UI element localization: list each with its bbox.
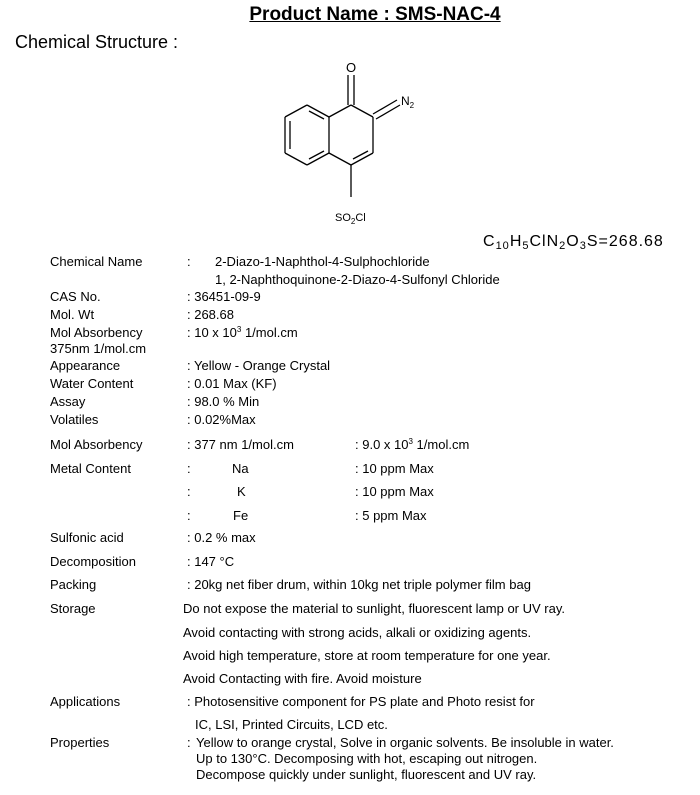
packing-label: Packing (50, 577, 97, 592)
cas-value: : 36451-09-9 (187, 289, 261, 304)
volatiles-value: : 0.02%Max (187, 412, 256, 427)
water-content-label: Water Content (50, 376, 134, 391)
packing-value: : 20kg net fiber drum, within 10kg net triple polymer film bag (187, 577, 531, 592)
chemical-structure-label: Chemical Structure : (15, 32, 179, 52)
bond (309, 111, 324, 119)
storage-line: Do not expose the material to sunlight, fluorescent lamp or UV ray. (183, 601, 566, 616)
chemical-name-value-1: 2-Diazo-1-Naphthol-4-Sulphochloride (215, 254, 430, 269)
storage-line: Avoid Contacting with fire. Avoid moisture (183, 671, 422, 686)
sulfonic-acid-label: Sulfonic acid (50, 530, 124, 545)
sulfonyl-chloride-label: $SO_2Cl$ (335, 212, 366, 226)
volatiles-label: Volatiles (50, 412, 99, 427)
metal-element-k: K (237, 484, 246, 499)
assay-label: Assay (50, 394, 86, 409)
applications-value-1: : Photosensitive component for PS plate and Photo resist for (187, 694, 535, 709)
page-title: Product Name : SMS-NAC-4 (249, 4, 501, 25)
metal-content-label: Metal Content (50, 461, 131, 476)
storage-line: Avoid high temperature, store at room temperature for one year. (183, 648, 551, 663)
storage-label: Storage (50, 601, 96, 616)
bond (285, 105, 307, 117)
chemical-name-label: Chemical Name (50, 254, 143, 269)
diazo-group-label: $N_2$ (401, 94, 415, 110)
properties-colon: : (187, 735, 191, 750)
molecular-formula: $C_{10}H_5ClN_2O_3S=268.68$ (483, 233, 664, 252)
metal-element-fe: Fe (233, 508, 249, 523)
water-content-value: : 0.01 Max (KF) (187, 376, 277, 391)
bond (285, 153, 307, 165)
decomposition-value: : 147 °C (187, 554, 235, 569)
mol-wt-value: : 268.68 (187, 307, 234, 322)
oxygen-atom-label: O (345, 60, 357, 75)
metal-value-na: : 10 ppm Max (355, 461, 434, 476)
properties-line: Yellow to orange crystal, Solve in organic solvents. Be insoluble in water. (196, 735, 614, 750)
metal-row-colon: : (187, 508, 191, 523)
metal-value-k: : 10 ppm Max (355, 484, 434, 499)
appearance-value: : Yellow - Orange Crystal (187, 358, 331, 373)
chemical-name-value-2: 1, 2-Naphthoquinone-2-Diazo-4-Sulfonyl Chloride (215, 272, 500, 287)
mol-absorbency-377-wavelength: : 377 nm 1/mol.cm (187, 437, 294, 452)
properties-line: Decompose quickly under sunlight, fluorescent and UV ray. (196, 767, 537, 782)
chemical-name-colon: : (187, 254, 191, 269)
bond (329, 105, 351, 117)
bond (373, 100, 397, 114)
decomposition-label: Decomposition (50, 554, 136, 569)
sulfonic-acid-value: : 0.2 % max (187, 530, 256, 545)
mol-absorbency-377-value: : 9.0 x $10^3$ 1/mol.cm (355, 437, 470, 452)
bond (376, 105, 400, 119)
applications-label: Applications (50, 694, 121, 709)
assay-value: : 98.0 % Min (187, 394, 260, 409)
bond (309, 151, 324, 159)
metal-value-fe: : 5 ppm Max (355, 508, 427, 523)
mol-wt-label: Mol. Wt (50, 307, 95, 322)
cas-label: CAS No. (50, 289, 101, 304)
metal-row-colon: : (187, 484, 191, 499)
bond (353, 151, 368, 159)
properties-label: Properties (50, 735, 110, 750)
bond (329, 153, 351, 165)
appearance-label: Appearance (50, 358, 121, 373)
properties-line: Up to 130°C. Decomposing with hot, escaping out nitrogen. (196, 751, 538, 766)
bond (351, 105, 373, 117)
applications-value-2: IC, LSI, Printed Circuits, LCD etc. (195, 717, 388, 732)
mol-absorbency-375-sublabel: 375nm 1/mol.cm (50, 341, 147, 356)
metal-element-na: Na (232, 461, 249, 476)
metal-row-colon: : (187, 461, 191, 476)
mol-absorbency-375-label: Mol Absorbency (50, 325, 143, 340)
mol-absorbency-377-label: Mol Absorbency (50, 437, 143, 452)
mol-absorbency-375-value: : 10 x $10^3$ 1/mol.cm (187, 325, 298, 340)
chemical-structure-diagram (255, 55, 455, 235)
storage-line: Avoid contacting with strong acids, alkali or oxidizing agents. (183, 625, 532, 640)
